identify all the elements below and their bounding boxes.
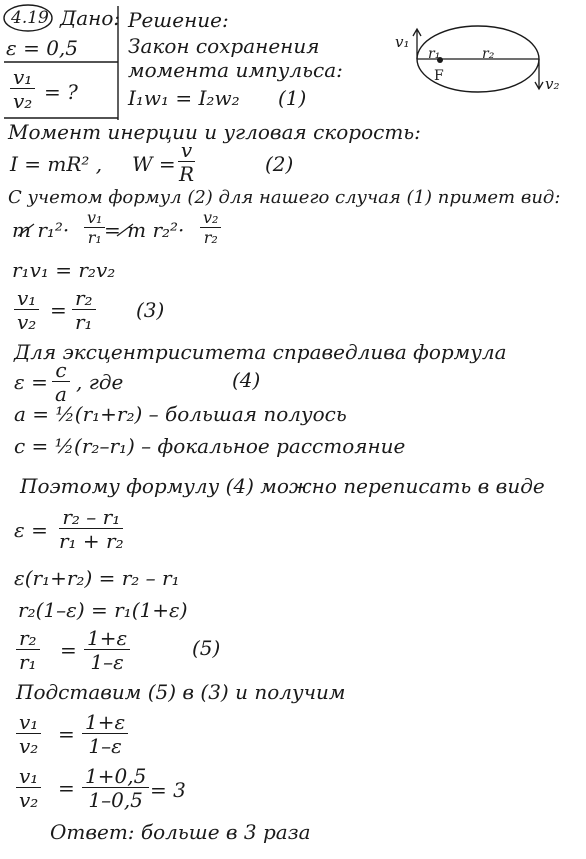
law-title-line-1: Закон сохранения (128, 34, 320, 58)
r2-factor-equation: r₂(1–ε) = r₁(1+ε) (18, 598, 188, 622)
epsilon-denominator: r₁ + r₂ (59, 529, 124, 553)
ratio5-right-fraction (84, 628, 130, 672)
solution-label: Решение: (128, 8, 229, 32)
diagram-label-focus: F (434, 68, 444, 84)
eccentricity-where: , где (76, 370, 124, 394)
step-left-term: m r₁²· (12, 218, 70, 242)
equation-4-number: (4) (232, 368, 261, 392)
final1-right-fraction (82, 712, 128, 756)
given-unknown-denominator: v₂ (13, 89, 33, 113)
equation-1: I₁w₁ = I₂w₂ (128, 86, 240, 110)
diagram-label-v1: v₁ (395, 33, 410, 51)
final1-equals: = (58, 722, 75, 746)
ratio-v-numerator: v₁ (14, 288, 39, 310)
final2-equals: = (58, 776, 75, 800)
diagram-label-r1: r₁ (428, 46, 441, 62)
law-title-line-2: момента импульса: (128, 58, 343, 82)
final1-right-numerator: 1+ε (82, 712, 128, 734)
ratio-r-denominator: r₁ (75, 310, 93, 334)
step-right-numerator: v₂ (200, 210, 221, 228)
final1-right-denominator: 1–ε (88, 734, 122, 758)
eccentricity-lhs: ε = (14, 370, 48, 394)
ratio5-left-denominator: r₁ (19, 650, 37, 674)
step-right-denominator: r₂ (203, 228, 218, 247)
equation-2-number: (2) (265, 152, 294, 176)
diagram-label-v2: v₂ (545, 75, 560, 93)
step-middle-term: = m r₂²· (104, 218, 185, 242)
epsilon-multiplied: ε(r₁+r₂) = r₂ – r₁ (14, 566, 180, 590)
omega-numerator: v (178, 140, 195, 162)
eccentricity-denominator: a (55, 382, 67, 406)
focal-distance-definition: c = ½(r₂–r₁) – фокальное расстояние (14, 434, 406, 458)
step-left-fraction (84, 210, 105, 246)
step-right-fraction (200, 210, 221, 246)
final2-result: = 3 (150, 778, 186, 802)
final2-left-fraction (16, 766, 41, 810)
final1-left-denominator: v₂ (19, 734, 39, 758)
epsilon-fraction (56, 507, 127, 551)
step-left-denominator: r₁ (87, 228, 102, 247)
inertia-formula: I = mR² , (10, 152, 103, 176)
given-epsilon: ε = 0,5 (6, 36, 79, 60)
problem-number: 4.19 (11, 8, 49, 28)
semi-major-axis-definition: a = ½(r₁+r₂) – большая полуось (14, 402, 347, 426)
ratio5-left-numerator: r₂ (16, 628, 40, 650)
step-left-numerator: v₁ (84, 210, 105, 228)
diagram-label-r2: r₂ (482, 46, 495, 62)
ratio5-right-numerator: 1+ε (84, 628, 130, 650)
given-unknown-fraction (10, 67, 35, 111)
ratio-v-fraction (14, 288, 39, 332)
ratio5-right-denominator: 1–ε (90, 650, 124, 674)
epsilon-lhs: ε = (14, 518, 48, 542)
final2-right-numerator: 1+0,5 (82, 766, 149, 788)
rewrite-heading: Поэтому формулу (4) можно переписать в виде (20, 474, 545, 498)
ratio5-equals: = (60, 638, 77, 662)
omega-fraction (176, 140, 197, 184)
equation-3-number: (3) (136, 298, 165, 322)
eccentricity-fraction (52, 360, 70, 404)
omega-denominator: R (179, 162, 195, 186)
final1-left-fraction (16, 712, 41, 756)
final2-left-numerator: v₁ (16, 766, 41, 788)
equation-5-number: (5) (192, 636, 221, 660)
given-unknown-question: = ? (44, 80, 78, 104)
substitute-heading: Подставим (5) в (3) и получим (16, 680, 346, 704)
final2-left-denominator: v₂ (19, 788, 39, 812)
final1-left-numerator: v₁ (16, 712, 41, 734)
final2-right-fraction (82, 766, 149, 810)
r-v-equality: r₁v₁ = r₂v₂ (12, 258, 116, 282)
eccentricity-heading: Для эксцентриситета справедлива формула (14, 340, 507, 364)
omega-lhs: W = (132, 152, 176, 176)
equation-1-number: (1) (278, 86, 307, 110)
final2-right-denominator: 1–0,5 (88, 788, 143, 812)
eccentricity-numerator: c (52, 360, 69, 382)
ratio5-left-fraction (16, 628, 40, 672)
with-formulas-line: С учетом формул (2) для нашего случая (1) примет вид: (8, 187, 561, 208)
ratio-r-numerator: r₂ (72, 288, 96, 310)
epsilon-numerator: r₂ – r₁ (59, 507, 123, 529)
ratio-r-fraction (72, 288, 96, 332)
inertia-heading: Момент инерции и угловая скорость: (8, 120, 421, 144)
ratio-equals: = (50, 298, 67, 322)
given-unknown-numerator: v₁ (10, 67, 35, 89)
answer-line: Ответ: больше в 3 раза (50, 820, 311, 844)
ratio-v-denominator: v₂ (17, 310, 37, 334)
given-label: Дано: (60, 6, 121, 30)
